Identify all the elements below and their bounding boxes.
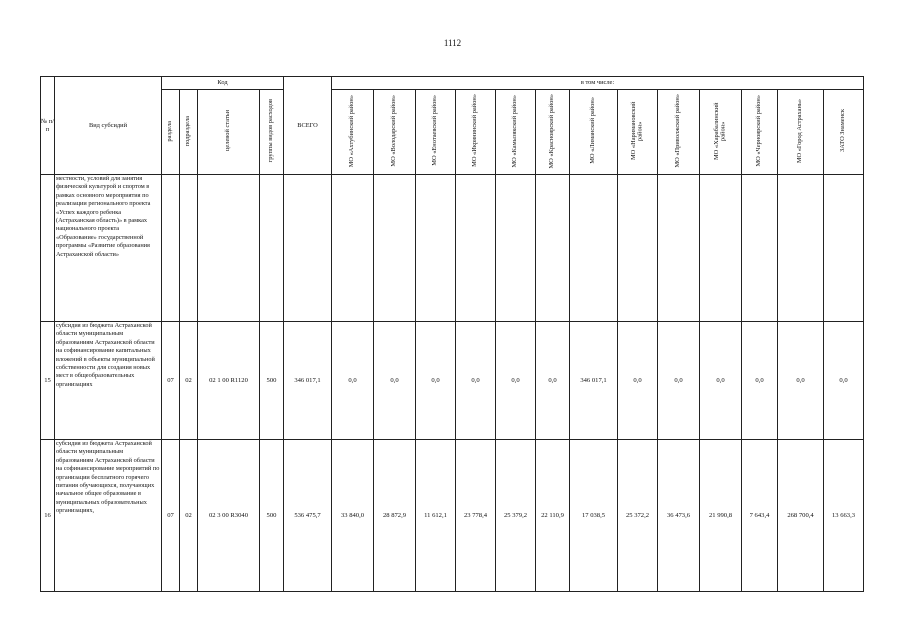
row-value: 0,0: [778, 322, 824, 440]
row-value: [570, 175, 618, 322]
page-number: 1112: [443, 38, 462, 48]
row-value: [374, 175, 416, 322]
row-value: [456, 175, 496, 322]
header-kod-podrazdel: подраздела: [180, 90, 198, 175]
row-vsego: [284, 175, 332, 322]
row-razdel: 07: [162, 322, 180, 440]
subsidy-table: [40, 76, 864, 592]
header-mo: МО «Енотаевский район»: [416, 90, 456, 175]
row-razdel: 07: [162, 440, 180, 592]
row-vid: [260, 175, 284, 322]
row-description: местности, условий для занятия физической культурой и спортом в рамках основного мероприятия по реализации регионального проекта «Успех каждого ребенка (Астраханская область)» в рамках национального проекта «Образование» государственной программы «Развитие образования Астраханской области»: [55, 175, 162, 322]
header-row-1: [41, 77, 864, 90]
row-vsego: 346 017,1: [284, 322, 332, 440]
header-row-2: [41, 90, 864, 175]
row-value: [618, 175, 658, 322]
row-description: субсидия из бюджета Астраханской области муниципальным образованиям Астраханской области на софинансирование мероприятий по организации бесплатного горячего питания обучающихся, получающих начальное общее образование в муниципальных образовательных организациях,: [55, 440, 162, 592]
header-no: № п/п: [41, 77, 55, 175]
header-mo: МО «Лиманский район»: [570, 90, 618, 175]
row-statya: 02 1 00 R1120: [198, 322, 260, 440]
row-value: 21 990,8: [700, 440, 742, 592]
row-value: 22 110,9: [536, 440, 570, 592]
row-value: 23 778,4: [456, 440, 496, 592]
row-razdel: [162, 175, 180, 322]
row-value: 11 612,1: [416, 440, 456, 592]
row-value: 7 643,4: [742, 440, 778, 592]
row-value: 0,0: [332, 322, 374, 440]
row-number: [41, 175, 55, 322]
row-podrazdel: 02: [180, 440, 198, 592]
row-vsego: 536 475,7: [284, 440, 332, 592]
header-vsego: ВСЕГО: [284, 77, 332, 175]
row-value: [496, 175, 536, 322]
row-value: 17 038,5: [570, 440, 618, 592]
header-mo: МО «Приволжский район»: [658, 90, 700, 175]
row-value: 0,0: [658, 322, 700, 440]
row-vid: 500: [260, 322, 284, 440]
row-value: 0,0: [536, 322, 570, 440]
row-vid: 500: [260, 440, 284, 592]
header-kod-statya: целевой статьи: [198, 90, 260, 175]
table-row: [41, 322, 864, 440]
row-value: 28 872,9: [374, 440, 416, 592]
row-value: 0,0: [618, 322, 658, 440]
header-kod-vid: группы видов расходов: [260, 90, 284, 175]
header-mo: МО «Черноярский район»: [742, 90, 778, 175]
header-mo: ЗАТО Знаменск: [824, 90, 864, 175]
row-description: субсидия из бюджета Астраханской области муниципальным образованиям Астраханской области на софинансирование капитальных вложений в объекты муниципальной собственности для создания новых мест в общеобразовательных организациях: [55, 322, 162, 440]
row-value: [416, 175, 456, 322]
row-value: 0,0: [456, 322, 496, 440]
row-value: 268 700,4: [778, 440, 824, 592]
row-value: [332, 175, 374, 322]
header-v-tom-chisle: в том числе:: [332, 77, 864, 90]
row-value: 0,0: [496, 322, 536, 440]
header-kod-razdel: раздела: [162, 90, 180, 175]
row-value: 346 017,1: [570, 322, 618, 440]
header-mo: МО «Харабалинский район»: [700, 90, 742, 175]
row-value: [742, 175, 778, 322]
header-mo: МО «Наримановский район»: [618, 90, 658, 175]
row-statya: 02 3 00 R3040: [198, 440, 260, 592]
row-value: 25 372,2: [618, 440, 658, 592]
row-value: [778, 175, 824, 322]
header-mo: МО «Красноярский район»: [536, 90, 570, 175]
row-value: [658, 175, 700, 322]
row-number: 15: [41, 322, 55, 440]
header-mo: МО «Город Астрахань»: [778, 90, 824, 175]
row-value: 33 840,0: [332, 440, 374, 592]
row-value: [824, 175, 864, 322]
row-value: 0,0: [824, 322, 864, 440]
row-number: 16: [41, 440, 55, 592]
row-value: 0,0: [700, 322, 742, 440]
row-value: 0,0: [742, 322, 778, 440]
row-value: 25 379,2: [496, 440, 536, 592]
header-vid: Вид субсидий: [55, 77, 162, 175]
header-mo: МО «Камызякский район»: [496, 90, 536, 175]
row-podrazdel: [180, 175, 198, 322]
table-row: [41, 440, 864, 592]
header-mo: МО «Володарский район»: [374, 90, 416, 175]
row-value: 13 663,3: [824, 440, 864, 592]
row-value: 0,0: [416, 322, 456, 440]
row-podrazdel: 02: [180, 322, 198, 440]
row-value: 0,0: [374, 322, 416, 440]
header-mo: МО «Ахтубинский район»: [332, 90, 374, 175]
table-row: [41, 175, 864, 322]
row-value: [700, 175, 742, 322]
row-value: [536, 175, 570, 322]
row-statya: [198, 175, 260, 322]
row-value: 36 473,6: [658, 440, 700, 592]
header-kod: Код: [162, 77, 284, 90]
header-mo: МО «Икрянинский район»: [456, 90, 496, 175]
